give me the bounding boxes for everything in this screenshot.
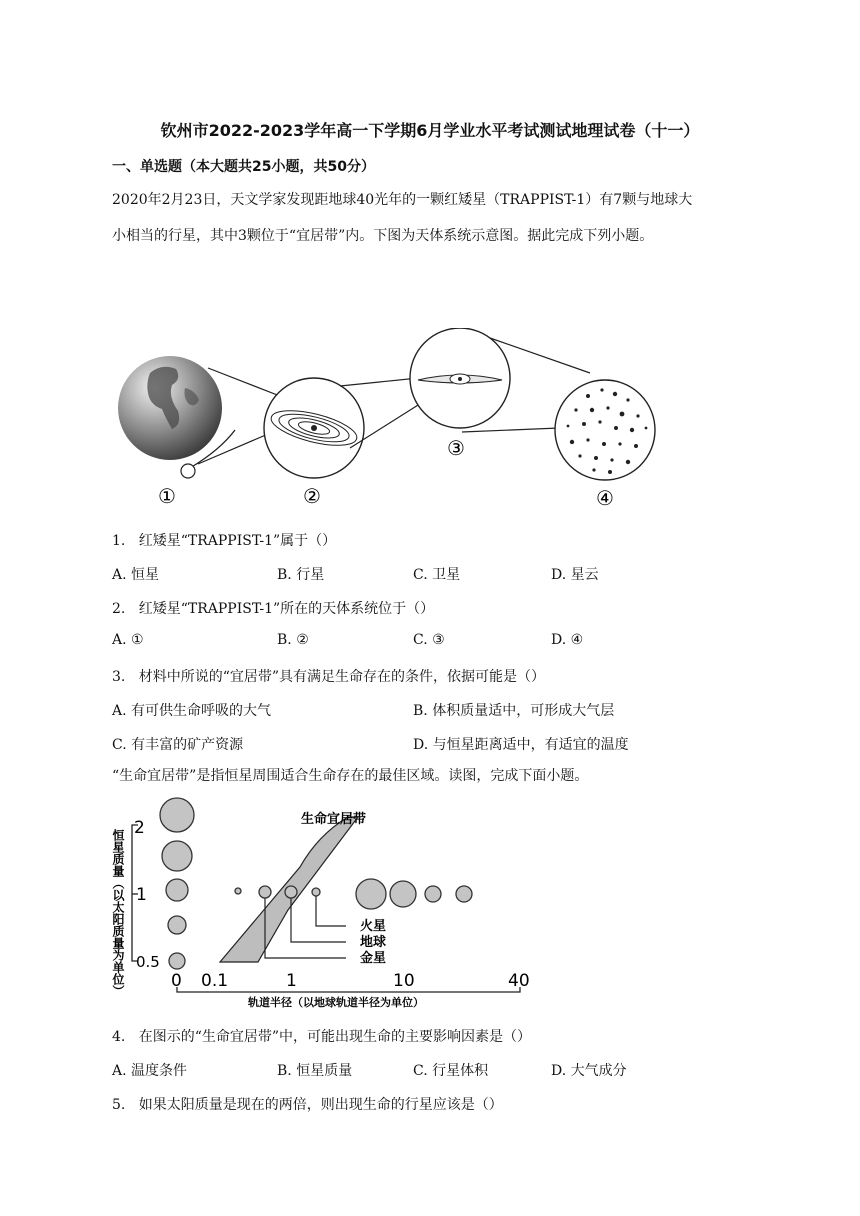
question-3 [112, 666, 545, 686]
q3-option-b[interactable]: B. 体积质量适中，可形成大气层 [413, 703, 615, 719]
question-number: 4. [112, 1029, 126, 1045]
q2-option-d[interactable]: D. ④ [551, 632, 584, 648]
figure-label-1: ① [158, 484, 176, 508]
question-2 [112, 598, 434, 618]
question-stem: 在图示的“生命宜居带”中，可能出现生命的主要影响因素是（） [138, 1029, 532, 1045]
figure-label-3: ③ [447, 436, 465, 460]
solar-system-circle [264, 378, 364, 478]
q2-option-c[interactable]: C. ③ [413, 632, 445, 648]
milky-way-circle [410, 328, 510, 428]
figure-label-2: ② [303, 484, 321, 508]
x-tick-10: 10 [393, 971, 415, 991]
x-tick-0: 0 [171, 971, 182, 991]
q4-option-d[interactable]: D. 大气成分 [551, 1063, 627, 1079]
habitable-zone-chart [108, 795, 538, 1010]
q3-option-d[interactable]: D. 与恒星距离适中，有适宜的温度 [413, 737, 629, 753]
question-1 [112, 530, 336, 550]
y-tick-0-5: 0.5 [136, 953, 160, 971]
habitable-zone-label: 生命宜居带 [301, 812, 367, 827]
q4-option-a[interactable]: A. 温度条件 [112, 1063, 188, 1079]
section-heading: 一、单选题（本大题共25小题，共50分） [112, 159, 375, 175]
y-tick-1: 1 [136, 885, 147, 905]
q4-option-c[interactable]: C. 行星体积 [413, 1063, 489, 1079]
question-number: 3. [112, 669, 126, 685]
question-5 [112, 1094, 503, 1114]
label-earth: 地球 [360, 935, 387, 950]
y-tick-2: 2 [134, 818, 145, 838]
celestial-system-diagram [110, 328, 670, 513]
label-venus: 金星 [360, 951, 387, 966]
q2-option-b[interactable]: B. ② [277, 632, 309, 648]
moon [181, 464, 195, 478]
q3-option-c[interactable]: C. 有丰富的矿产资源 [112, 737, 244, 753]
galaxies-circle [555, 380, 655, 480]
question-number: 2. [112, 601, 126, 617]
earth-globe [118, 356, 222, 460]
x-tick-0-1: 0.1 [201, 971, 229, 991]
q1-option-c[interactable]: C. 卫星 [413, 567, 461, 583]
intro-line-2: 小相当的行星，其中3颗位于“宜居带”内。下图为天体系统示意图。据此完成下列小题。 [112, 228, 654, 244]
question-stem: 红矮星“TRAPPIST-1”所在的天体系统位于（） [138, 601, 435, 617]
label-mars: 火星 [360, 919, 387, 934]
q4-option-b[interactable]: B. 恒星质量 [277, 1063, 353, 1079]
page-title: 钦州市2022-2023学年高一下学期6月学业水平考试测试地理试卷（十一） [160, 121, 700, 140]
question-number: 5. [112, 1097, 126, 1113]
question-4 [112, 1026, 531, 1046]
x-tick-40: 40 [508, 971, 530, 991]
star-mass-circles [160, 798, 194, 969]
x-tick-1: 1 [286, 971, 297, 991]
question-number: 1. [112, 533, 126, 549]
question-stem: 如果太阳质量是现在的两倍，则出现生命的行星应该是（） [138, 1097, 503, 1113]
q2-option-a[interactable]: A. ① [112, 632, 144, 648]
q1-option-b[interactable]: B. 行星 [277, 567, 325, 583]
figure-label-4: ④ [596, 486, 614, 510]
x-axis-label: 轨道半径（以地球轨道半径为单位） [248, 996, 424, 1009]
intro-2: “生命宜居带”是指恒星周围适合生命存在的最佳区域。读图，完成下面小题。 [112, 768, 589, 784]
question-stem: 红矮星“TRAPPIST-1”属于（） [138, 533, 337, 549]
q3-option-a[interactable]: A. 有可供生命呼吸的大气 [112, 703, 272, 719]
y-axis-label: 恒星质量（以太阳质量为单位） [111, 829, 125, 997]
q1-option-a[interactable]: A. 恒星 [112, 567, 160, 583]
q1-option-d[interactable]: D. 星云 [551, 567, 599, 583]
question-stem: 材料中所说的“宜居带”具有满足生命存在的条件，依据可能是（） [138, 669, 546, 685]
intro-line-1: 2020年2月23日，天文学家发现距地球40光年的一颗红矮星（TRAPPIST-1）有7颗与地球大 [112, 192, 693, 208]
